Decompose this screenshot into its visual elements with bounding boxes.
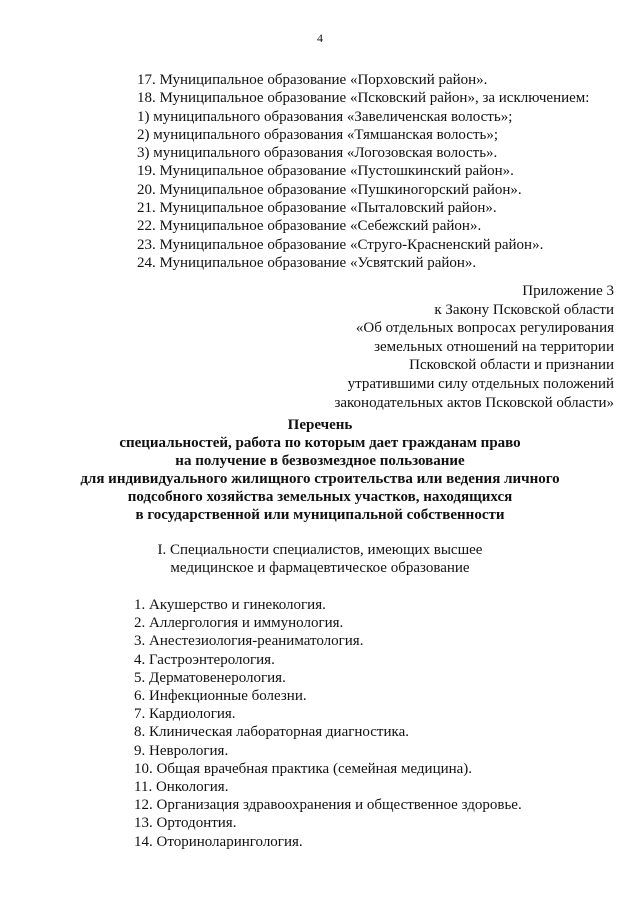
list-item: 7. Кардиология. [134,706,236,723]
list-item: 23. Муниципальное образование «Струго-Красненский район». [137,236,544,253]
list-item: 13. Ортодонтия. [134,815,237,832]
list-item: 8. Клиническая лабораторная диагностика. [134,724,409,741]
list-item: 11. Онкология. [134,779,229,796]
list-item: 10. Общая врачебная практика (семейная медицина). [134,760,473,777]
list-item: 19. Муниципальное образование «Пустошкинский район». [137,163,514,180]
list-item: 24. Муниципальное образование «Усвятский район». [137,254,477,271]
municipal-list [137,71,617,272]
list-item: 20. Муниципальное образование «Пушкиногорский район». [137,181,522,198]
list-item: 22. Муниципальное образование «Себежский район». [137,218,482,235]
appendix-line: «Об отдельных вопросах регулирования [355,320,614,337]
list-item: 9. Неврология. [134,742,229,759]
document-title [0,416,640,524]
list-item: 18. Муниципальное образование «Псковский район», за исключением: [137,90,590,107]
list-item: 5. Дерматовенерология. [134,669,286,686]
list-item: 14. Оториноларингология. [134,833,303,850]
title-line: специальностей, работа по которым дает гражданам право [119,435,521,451]
appendix-line: Приложение 3 [522,283,614,299]
section-heading-line: медицинское и фармацевтическое образование [170,560,470,576]
list-item: 12. Организация здравоохранения и общественное здоровье. [134,797,522,814]
appendix-line: утратившими силу отдельных положений [347,375,614,392]
appendix-line: Псковской области и признании [409,357,614,374]
appendix-line: земельных отношений на территории [374,338,614,355]
appendix-line: законодательных актов Псковской области» [334,394,614,411]
list-item: 2) муниципального образования «Тямшанская волость»; [137,126,499,143]
title-line: подсобного хозяйства земельных участков, находящихся [127,489,513,505]
appendix-header [194,282,614,412]
specialties-list [134,596,614,851]
page-number: 4 [317,31,323,45]
title-line: на получение в безвозмездное пользование [175,453,465,469]
list-item: 21. Муниципальное образование «Пыталовский район». [137,200,497,217]
section-heading-line: I. Специальности специалистов, имеющих высшее [157,542,483,558]
appendix-line: к Закону Псковской области [434,301,614,318]
list-item: 2. Аллергология и иммунология. [134,615,344,632]
title-line: в государственной или муниципальной собственности [135,507,505,523]
list-item: 4. Гастроэнтерология. [134,651,275,668]
list-item: 17. Муниципальное образование «Порховский район». [137,72,488,88]
list-item: 1. Акушерство и гинекология. [134,597,326,613]
list-item: 6. Инфекционные болезни. [134,688,307,705]
title-line: Перечень [287,417,353,433]
section-heading [0,541,640,577]
list-item: 1) муниципального образования «Завеличенская волость»; [137,108,513,125]
list-item: 3. Анестезиология-реаниматология. [134,633,364,650]
title-line: для индивидуального жилищного строительства или ведения личного [80,471,560,487]
list-item: 3) муниципального образования «Логозовская волость». [137,145,498,162]
